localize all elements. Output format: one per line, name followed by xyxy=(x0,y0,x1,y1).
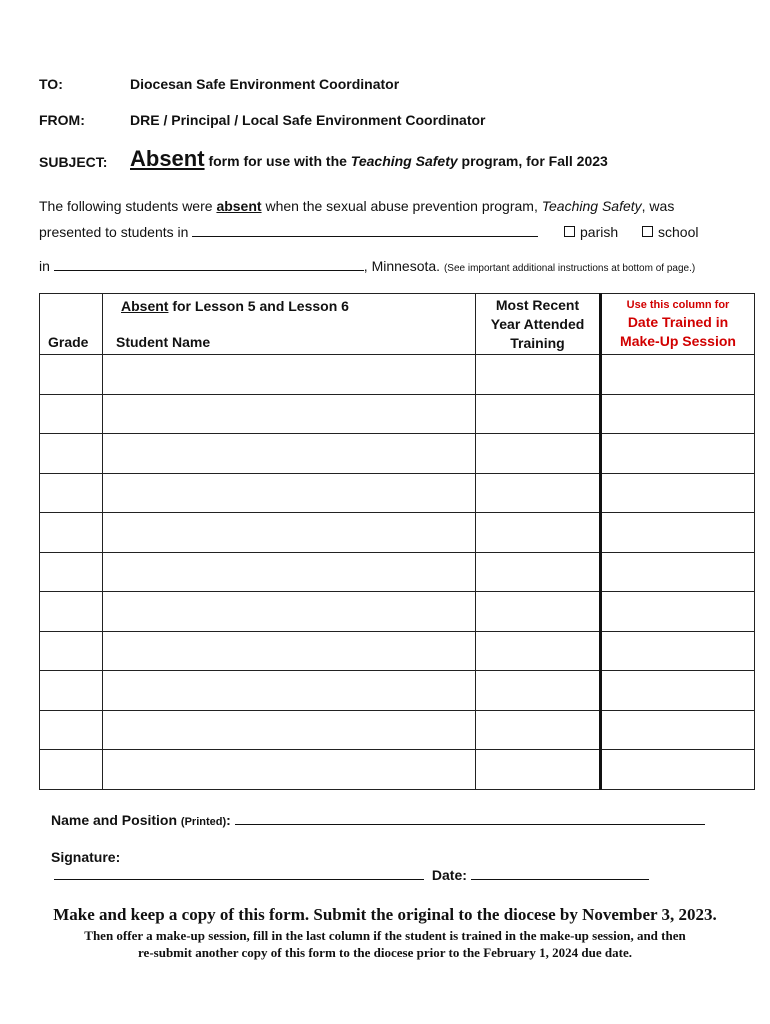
student-header xyxy=(103,294,476,355)
student-name-cell[interactable] xyxy=(103,355,476,395)
table-row xyxy=(40,355,755,395)
makeup-date-cell[interactable] xyxy=(601,671,755,711)
see-instructions-note: (See important additional instructions at bottom of page.) xyxy=(443,263,696,274)
makeup-date-cell[interactable] xyxy=(601,394,755,434)
absent-header-u: Absent xyxy=(121,298,169,314)
recent-year-cell[interactable] xyxy=(476,750,601,790)
recent-year-cell[interactable] xyxy=(476,592,601,632)
recent-header-3: Training xyxy=(510,335,565,351)
table-row xyxy=(40,394,755,434)
recent-year-cell[interactable] xyxy=(476,671,601,711)
subject-label: SUBJECT: xyxy=(39,154,108,170)
table-row xyxy=(40,552,755,592)
name-position-line xyxy=(51,812,705,828)
table-row xyxy=(40,592,755,632)
city-blank[interactable] xyxy=(54,258,364,271)
student-name-cell[interactable] xyxy=(103,434,476,474)
makeup-date-cell[interactable] xyxy=(601,513,755,553)
makeup-date-cell[interactable] xyxy=(601,552,755,592)
grade-cell[interactable] xyxy=(40,513,103,553)
student-name-cell[interactable] xyxy=(103,513,476,553)
from-value: DRE / Principal / Local Safe Environment Coordinator xyxy=(130,112,486,128)
signature-date-line xyxy=(54,867,649,883)
minnesota-label: , Minnesota. xyxy=(363,258,441,274)
recent-header-1: Most Recent xyxy=(495,297,580,313)
parish-checkbox[interactable] xyxy=(564,226,575,237)
school-label: school xyxy=(658,224,699,240)
recent-year-cell[interactable] xyxy=(476,552,601,592)
makeup-date-cell[interactable] xyxy=(601,592,755,632)
to-label: TO: xyxy=(39,76,63,92)
makeup-header-2: Make-Up Session xyxy=(620,333,736,349)
intro-line-1 xyxy=(39,198,674,214)
grade-cell[interactable] xyxy=(40,552,103,592)
makeup-date-cell[interactable] xyxy=(601,473,755,513)
grade-header-label: Grade xyxy=(48,334,89,350)
makeup-date-cell[interactable] xyxy=(601,710,755,750)
name-position-label: Name and Position xyxy=(51,812,178,828)
grade-cell[interactable] xyxy=(40,434,103,474)
recent-header-2: Year Attended xyxy=(490,316,585,332)
intro-line-3 xyxy=(39,258,695,274)
grade-header xyxy=(40,294,103,355)
student-name-cell[interactable] xyxy=(103,473,476,513)
use-column-note: Use this column for xyxy=(626,299,730,311)
table-row xyxy=(40,710,755,750)
recent-year-cell[interactable] xyxy=(476,710,601,750)
intro-text-a: The following students were xyxy=(39,198,213,214)
signature-field[interactable] xyxy=(54,867,424,880)
recent-year-cell[interactable] xyxy=(476,473,601,513)
recent-year-cell[interactable] xyxy=(476,631,601,671)
student-name-cell[interactable] xyxy=(103,552,476,592)
instruction-main: Make and keep a copy of this form. Submit the original to the diocese by November 3, 2023. xyxy=(53,905,717,924)
grade-cell[interactable] xyxy=(40,394,103,434)
printed-note: (Printed) xyxy=(180,816,227,828)
parish-option[interactable] xyxy=(564,224,618,240)
absent-header-rest: for Lesson 5 and Lesson 6 xyxy=(172,298,349,314)
intro-text-c: , was xyxy=(641,198,675,214)
school-checkbox[interactable] xyxy=(642,226,653,237)
table-row xyxy=(40,671,755,711)
recent-year-header xyxy=(476,294,601,355)
table-row xyxy=(40,473,755,513)
presented-label: presented to students in xyxy=(39,224,189,240)
subject-text-2: program, for Fall 2023 xyxy=(461,153,608,169)
student-name-cell[interactable] xyxy=(103,750,476,790)
name-position-field[interactable] xyxy=(235,812,705,825)
name-colon: : xyxy=(226,812,231,828)
recent-year-cell[interactable] xyxy=(476,513,601,553)
instruction-line-2: Then offer a make-up session, fill in the last column if the student is trained in the make-up session, and then xyxy=(84,928,686,943)
grade-cell[interactable] xyxy=(40,710,103,750)
in-label: in xyxy=(39,258,50,274)
recent-year-cell[interactable] xyxy=(476,355,601,395)
grade-cell[interactable] xyxy=(40,750,103,790)
table-row xyxy=(40,750,755,790)
student-name-cell[interactable] xyxy=(103,710,476,750)
subject-text-1: form for use with the xyxy=(208,153,347,169)
intro-text-b: when the sexual abuse prevention program, xyxy=(265,198,538,214)
intro-italic: Teaching Safety xyxy=(541,198,642,214)
makeup-date-cell[interactable] xyxy=(601,631,755,671)
student-name-cell[interactable] xyxy=(103,671,476,711)
recent-year-cell[interactable] xyxy=(476,394,601,434)
grade-cell[interactable] xyxy=(40,592,103,632)
date-field[interactable] xyxy=(471,867,649,880)
table-header-row xyxy=(40,294,755,355)
table-row xyxy=(40,434,755,474)
makeup-header-1: Date Trained in xyxy=(627,314,729,330)
absent-lesson-header xyxy=(121,298,349,314)
student-name-header: Student Name xyxy=(116,334,211,350)
recent-year-cell[interactable] xyxy=(476,434,601,474)
student-name-cell[interactable] xyxy=(103,394,476,434)
subject-italic: Teaching Safety xyxy=(350,153,458,169)
absent-students-table xyxy=(39,293,755,790)
table-row xyxy=(40,513,755,553)
to-value: Diocesan Safe Environment Coordinator xyxy=(130,76,400,92)
signature-label: Signature: xyxy=(51,849,121,865)
subject-line xyxy=(130,146,608,172)
instruction-line-3: re-submit another copy of this form to the diocese prior to the February 1, 2024 due date. xyxy=(138,945,632,960)
from-label: FROM: xyxy=(39,112,85,128)
grade-cell[interactable] xyxy=(40,473,103,513)
grade-cell[interactable] xyxy=(40,355,103,395)
table-row xyxy=(40,631,755,671)
grade-cell[interactable] xyxy=(40,631,103,671)
makeup-date-cell[interactable] xyxy=(601,750,755,790)
intro-line-2 xyxy=(39,224,538,240)
student-name-cell[interactable] xyxy=(103,592,476,632)
makeup-date-cell[interactable] xyxy=(601,434,755,474)
grade-cell[interactable] xyxy=(40,671,103,711)
parish-label: parish xyxy=(580,224,619,240)
student-name-cell[interactable] xyxy=(103,631,476,671)
location-blank[interactable] xyxy=(192,224,538,237)
makeup-date-header xyxy=(601,294,755,355)
school-option[interactable] xyxy=(642,224,698,240)
intro-absent: absent xyxy=(216,198,262,214)
makeup-date-cell[interactable] xyxy=(601,355,755,395)
date-label: Date: xyxy=(431,867,467,883)
subject-absent: Absent xyxy=(130,146,205,171)
